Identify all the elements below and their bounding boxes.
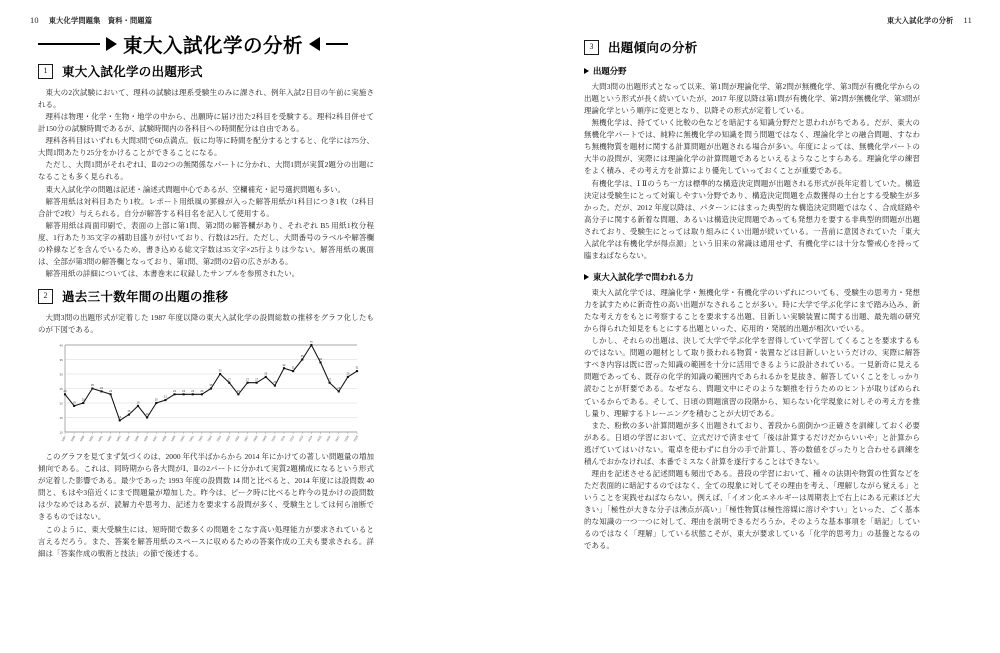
svg-text:1998: 1998 — [160, 434, 168, 443]
svg-text:23: 23 — [63, 390, 67, 394]
svg-text:2009: 2009 — [261, 434, 268, 443]
svg-text:30: 30 — [218, 369, 222, 373]
running-head-left-text: 東大化学問題集 資料・問題篇 — [48, 17, 153, 25]
paragraph: このグラフを見てまず気づくのは、2000 年代半ばからから 2014 年にかけての著しい問題量の増加傾向である。これは、同時期から各大問がⅠ、Ⅱの2パートに分かれて実質2題構成になるという形式が定着した影響である。最少であった 1993 年度の設問数 14 問と比べると、2014 年度には設問数 40 問と、もはや3倍近くにまで問題量が増加した。昨今は、ピーク時に比べると昨今の見かけの設問数は少なめではあるが、読解力や思考力、記述力を要求する設問が多く、受験生としては何ら油断できるものではない。 — [38, 452, 374, 522]
paragraph: 東大入試化学では、理論化学・無機化学・有機化学のいずれについても、受験生の思考力・発想力を試すために新奇性の高い出題がなされることが多い。時に大学で学ぶ化学にまで踏み込み、新たな考え方をもとに考察することを要求する出題、目新しい実験装置に関する出題、最先端の研究から得られた知見をもとにする出題といった、応用的・発展的出題が相次いでいる。 — [584, 287, 920, 334]
paragraph: 理科各科目はいずれも大問3問で60点満点。仮に均等に時間を配分するとすると、化学には75分、大問1問あたり25分をかけることができることになる。 — [38, 136, 374, 158]
svg-text:2012: 2012 — [288, 434, 296, 443]
svg-text:2007: 2007 — [243, 434, 250, 443]
svg-text:1992: 1992 — [106, 434, 113, 443]
svg-text:25: 25 — [90, 384, 94, 388]
paragraph: 解答用紙は対科目あたり1枚。レポート用紙風の罫線が入った解答用紙が1科目につき1枚（2科目合計で2枚）与えられる。自分が解答する科目名を記入して使用する。 — [38, 196, 374, 218]
paragraph: 解答用紙は両面印刷で、表面の上部に第1問、第2問の解答欄があり、それぞれ B5 用紙1枚分程度、1行あたり35文字の補助目盛りが付いており、行数は25行。ただし、大問番号のラベルや解答欄の枠線などを含んでいるため、書き込める総文字数は35文字×25行よりは少ない。解答用紙の裏面は、全部が第3問の解答欄となっており、第1問、第2問の2倍の広さがある。 — [38, 220, 374, 266]
subsection-title: 東大入試化学で問われる力 — [593, 271, 694, 282]
svg-text:23: 23 — [182, 390, 186, 394]
svg-text:21: 21 — [163, 395, 167, 399]
section-number-3: 3 — [584, 40, 599, 55]
svg-text:35: 35 — [300, 355, 304, 359]
svg-text:1997: 1997 — [151, 434, 159, 443]
paragraph: また、粉飲の多い計算問題が多く出題されており、普段から面倒かつ正確さを訓練しておく必要がある。日頃の学習において、立式だけで済ませて「後は計算するだけだからいいや」と計算から逃げていてはいけない。電卓を使わずに自分の手で計算し、答の数値をぴったりと合わせる訓練を積んでおかなければ、本番でミスなく計算を遂行することはできない。 — [584, 420, 920, 466]
svg-text:2018: 2018 — [343, 434, 350, 443]
svg-text:2016: 2016 — [325, 434, 332, 443]
section-heading-1 — [38, 62, 374, 80]
trend-chart — [52, 341, 360, 445]
banner-title-block — [38, 30, 348, 58]
svg-text:20: 20 — [154, 398, 158, 402]
paragraph: 東大の2次試験において、理科の試験は理系受験生のみに課され、例年入試2日目の午前に実施される。 — [38, 88, 374, 110]
svg-text:40: 40 — [309, 341, 313, 344]
svg-text:23: 23 — [200, 390, 204, 394]
subsection-heading-toware-ru-chikara — [584, 271, 920, 283]
subsection-title: 出題分野 — [593, 66, 627, 76]
svg-text:32: 32 — [282, 363, 286, 367]
section-number-1: 1 — [38, 64, 53, 79]
svg-text:1993: 1993 — [115, 434, 122, 443]
section-heading-2 — [38, 287, 374, 305]
chart-plot-area — [52, 341, 360, 445]
banner-rule-right — [326, 43, 348, 45]
svg-text:2003: 2003 — [206, 434, 213, 443]
svg-text:10: 10 — [59, 430, 63, 435]
svg-text:40: 40 — [59, 343, 63, 348]
svg-text:34: 34 — [319, 358, 322, 362]
svg-text:31: 31 — [355, 366, 359, 370]
svg-text:2015: 2015 — [316, 434, 323, 443]
spacer — [38, 280, 374, 287]
folio-left: 10 — [30, 16, 39, 25]
svg-text:1995: 1995 — [133, 434, 140, 443]
svg-text:2014: 2014 — [306, 434, 314, 443]
paragraph: 無機化学は、持てていく比較の色などを暗記する知識分野だと思われがちである。だが、東大の無機化学パートでは、純粋に無機化学の知識を問う問題ではなく、理論化学との融合問題、すなわち無機物質を題材に関する計算問題が出題される場合が多い。年度によっては、無機化学パートの大半の設問が、実際には理論化学の計算問題であるといえるようなことすらある。理論化学の練習をよく積み、その考え方を計算により優先していっておくことが重要である。 — [584, 118, 920, 176]
svg-text:24: 24 — [337, 387, 341, 391]
svg-text:23: 23 — [191, 390, 195, 394]
paragraph: 大問3問の出題形式が定着した 1987 年度以降の東大入試化学の設問総数の推移をグラフ化したものが下図である。 — [38, 313, 374, 335]
svg-text:2008: 2008 — [252, 434, 259, 443]
svg-text:19: 19 — [72, 401, 76, 405]
paragraph: このように、東大受験生には、短時間で数多くの問題をこなす高い処理能力が要求されていると言えるだろう。また、答案を解答用紙のスペースに収めるための答案作成の工夫も要求される。詳細は「答案作成の戦術と技法」の節で後述する。 — [38, 524, 374, 558]
svg-text:1987: 1987 — [60, 434, 67, 443]
triangle-right-icon — [106, 37, 117, 51]
svg-text:23: 23 — [236, 390, 240, 394]
banner-rule-left — [38, 43, 100, 45]
running-head-right — [887, 16, 972, 26]
svg-text:2017: 2017 — [334, 434, 341, 443]
section-title-3: 出題傾向の分析 — [608, 40, 698, 55]
running-head-left — [30, 16, 152, 26]
triangle-bullet-icon — [584, 68, 589, 74]
svg-text:16: 16 — [127, 410, 131, 414]
svg-text:30: 30 — [59, 372, 63, 377]
svg-text:14: 14 — [118, 416, 122, 420]
svg-text:27: 27 — [246, 378, 249, 382]
svg-text:20: 20 — [81, 398, 85, 402]
paragraph: 理由を記述させる記述問題も頻出である。普段の学習において、種々の法則や物質の性質などをただ表面的に暗記するのではなく、全ての現象に対してその理由を考え、「理解しながら覚える」ということを実践せねばならない。例えば、「イオン化エネルギーは周期表上で右上にある元素ほど大きい」「極性が大きな分子は沸点が高い」「極性物質は極性溶媒に溶けやすい」といった、ごく基本的な知識の一つ一つに対して、理由を説明できるだろうか。そのような基本事項を「暗記」しているのではなく「理解」している状態こそが、東大が要求している「化学的思考力」の基盤となるのである。 — [584, 468, 920, 551]
svg-text:2002: 2002 — [197, 434, 204, 443]
svg-text:1999: 1999 — [170, 434, 177, 443]
paragraph: 解答用紙の詳細については、本書巻末に収録したサンプルを参照されたい。 — [45, 268, 300, 278]
svg-text:2000: 2000 — [179, 434, 186, 443]
svg-text:15: 15 — [145, 413, 149, 417]
svg-text:29: 29 — [264, 372, 268, 376]
section-title-1: 東大入試化学の出題形式 — [62, 64, 203, 79]
paragraph: 有機化学は、Ⅰ Ⅱのうち一方は標準的な構造決定問題が出題される形式が長年定着していた。構造決定は受験生にとって対策しやすい分野であり、構造決定問題を点数獲得の土台とする受験生が多かった。だが、2012 年度以降は、パターンにはまった典型的な構造決定問題ではなく、合成経路や高分子に関する新着な問題、あるいは構造決定問題であっても発想力を要する非典型的問題が出題されており、受験生にとっては取り組みにくい出題が続いている。一昔前に意図されていた「東大入試化学は有機化学が得点源」という旧来の常識は通用せず、有機化学には十分な警戒心を持って臨まねばならない。 — [584, 178, 920, 260]
paragraph: しかし、それらの出題は、決して大学で学ぶ化学を習得していて学習してくることを要求するものではない。問題の題材として取り扱われる物質・装置などは目新しいというだけの、実際に解答すべき内容は既に習った知識の範囲を十分に活用できるように設計されている。一見新奇に見える問題であっても、既存の化学的知識の範囲内であられるかを見抜き、解答していくことをしっかり読むことが肝要である。なぜなら、問題文中にそのような類推を行うためのヒントが取りばめられているからである。そして、日頃の問題演習の段階から、知らない化学現象に対しその考え方を推し量り、理解するトレーニングを積むことが大切である。 — [584, 336, 920, 418]
svg-text:2006: 2006 — [233, 434, 241, 443]
svg-text:25: 25 — [209, 384, 213, 388]
page-title: 東大入試化学の分析 — [122, 34, 303, 57]
svg-text:25: 25 — [59, 387, 63, 392]
svg-text:29: 29 — [346, 372, 350, 376]
svg-text:27: 27 — [255, 378, 259, 382]
svg-text:27: 27 — [328, 378, 332, 382]
svg-text:27: 27 — [227, 378, 231, 382]
svg-text:1996: 1996 — [142, 434, 150, 443]
section-title-2: 過去三十数年間の出題の推移 — [62, 289, 229, 304]
section-number-2: 2 — [38, 289, 53, 304]
svg-text:1988: 1988 — [69, 434, 77, 443]
left-column — [38, 62, 374, 560]
svg-text:2010: 2010 — [270, 434, 277, 443]
triangle-bullet-icon — [584, 274, 589, 280]
line-chart-svg — [52, 341, 360, 445]
section-heading-3 — [584, 38, 920, 56]
svg-text:2019: 2019 — [352, 434, 359, 443]
paragraph: 東大入試化学の問題は記述・論述式問題中心であるが、空欄補充・記号選択問題も多い。 — [45, 184, 345, 194]
svg-text:19: 19 — [136, 401, 140, 405]
svg-text:2004: 2004 — [215, 434, 223, 443]
svg-text:1989: 1989 — [78, 434, 86, 443]
svg-text:31: 31 — [291, 366, 295, 370]
svg-text:20: 20 — [59, 401, 63, 406]
svg-text:1990: 1990 — [87, 434, 95, 443]
folio-right: 11 — [963, 16, 972, 25]
triangle-left-icon — [309, 37, 320, 51]
paragraph: ただし、大問1問がそれぞれⅠ、Ⅱの2つの無関係なパートに分かれ、大問1問が実質2題分の出題になることも多く見られる。 — [38, 160, 374, 182]
svg-text:2011: 2011 — [279, 434, 286, 443]
svg-text:35: 35 — [59, 358, 63, 363]
subsection-heading-shutsudai-bunya — [584, 65, 920, 77]
running-head-right-text: 東大入試化学の分析 — [887, 17, 954, 25]
paragraph: 大問3問の出題形式となって以来、第1問が理論化学、第2問が無機化学、第3問が有機化学からの出題という形式が長く続いていたが、2017 年度以降は第1問が有機化学、第2問が無機化学、第3問が理論化学という順序に変更となり、以降その形式が定着している。 — [584, 82, 920, 116]
svg-text:2001: 2001 — [188, 434, 195, 443]
svg-text:15: 15 — [59, 416, 63, 421]
svg-text:2013: 2013 — [297, 434, 305, 443]
svg-text:23: 23 — [173, 390, 176, 394]
svg-text:1991: 1991 — [97, 434, 104, 443]
svg-text:26: 26 — [273, 381, 277, 385]
svg-text:23: 23 — [109, 390, 113, 394]
svg-text:1994: 1994 — [124, 434, 131, 443]
right-column — [584, 38, 920, 552]
svg-text:2005: 2005 — [224, 434, 232, 443]
svg-text:24: 24 — [100, 387, 103, 391]
paragraph: 理科は物理・化学・生物・地学の中から、出願時に届け出た2科目を受験する。理科2科目併せて計150分の試験時間であるが、試験時間内の各科目への時間配分は自由である。 — [38, 112, 374, 134]
